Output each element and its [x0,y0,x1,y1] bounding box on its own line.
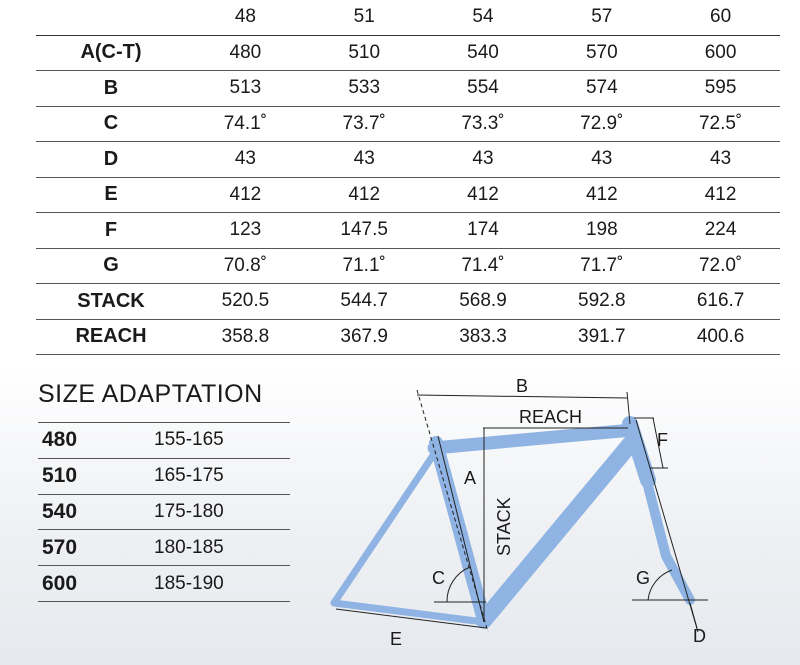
size-header: 48 [234,6,256,28]
table-cell: 147.5 [340,219,388,241]
label-e: E [390,629,403,649]
label-f: F [657,430,668,450]
table-cell: 71.1˚ [342,254,386,276]
table-cell: 616.7 [696,290,745,312]
table-cell: 72.9˚ [580,112,624,134]
row-label: STACK [77,289,145,312]
table-cell: 544.7 [340,290,388,312]
height-range: 185-190 [154,572,224,594]
table-cell: 198 [585,219,618,241]
label-stack: STACK [494,497,514,556]
label-reach: REACH [519,407,583,427]
size-header: 54 [472,6,494,28]
chain-stay [334,603,484,622]
table-cell: 412 [467,183,499,205]
table-cell: 568.9 [459,290,507,312]
table-cell: 533 [348,77,381,99]
g-angle-arc [648,570,672,600]
table-cell: 600 [704,41,737,63]
height-range: 175-180 [154,500,224,522]
label-c: C [432,568,445,588]
table-cell: 570 [585,41,618,63]
table-cell: 595 [704,77,737,99]
row-label: REACH [75,325,147,348]
size-value: 570 [42,535,78,559]
table-cell: 480 [229,41,262,63]
size-value: 480 [42,428,78,452]
table-cell: 400.6 [696,325,745,347]
height-range: 180-185 [154,536,224,558]
d-leader-line [690,603,697,628]
size-header: 51 [353,6,375,28]
table-cell: 174 [467,219,499,241]
row-label: B [103,76,119,99]
table-cell: 520.5 [221,290,270,312]
table-cell: 367.9 [340,325,388,347]
size-value: 540 [42,499,78,523]
table-cell: 412 [704,183,737,205]
table-cell: 123 [229,219,262,241]
top-tube [434,430,632,448]
table-cell: 554 [467,77,499,99]
label-b: B [516,376,529,396]
c-tube-line [438,436,484,622]
size-adaptation-title: SIZE ADAPTATION [38,380,263,408]
row-label: F [104,218,118,241]
table-cell: 540 [467,41,499,63]
table-cell: 43 [472,148,494,170]
size-header: 60 [710,6,732,28]
table-cell: 43 [591,148,613,170]
table-cell: 412 [348,183,381,205]
table-cell: 71.7˚ [580,254,624,276]
table-cell: 510 [348,41,381,63]
table-cell: 224 [704,219,737,241]
size-header: 57 [591,6,613,28]
table-cell: 43 [234,148,256,170]
seat-stay [334,448,438,603]
label-a: A [464,468,477,488]
table-cell: 73.7˚ [342,112,386,134]
table-cell: 358.8 [221,325,270,347]
table-cell: 72.0˚ [698,254,743,276]
table-cell: 71.4˚ [461,254,505,276]
height-range: 155-165 [154,429,224,451]
size-value: 600 [42,571,78,595]
table-cell: 412 [229,183,262,205]
table-cell: 43 [353,148,375,170]
row-label: C [103,112,119,135]
row-label: A(C-T) [80,41,142,64]
table-cell: 73.3˚ [461,112,505,134]
table-cell: 43 [710,148,732,170]
table-cell: 574 [585,77,618,99]
table-cell: 383.3 [459,325,507,347]
table-cell: 513 [229,77,262,99]
height-range: 165-175 [154,465,224,487]
table-cell: 592.8 [578,290,626,312]
label-g: G [636,568,651,588]
table-cell: 412 [585,183,618,205]
table-cell: 72.5˚ [698,112,743,134]
table-cell: 70.8˚ [223,254,268,276]
label-d: D [693,626,706,646]
row-label: D [103,147,119,170]
table-cell: 74.1˚ [223,112,268,134]
row-label: G [103,254,119,277]
row-label: E [104,183,118,206]
table-cell: 391.7 [578,325,626,347]
size-value: 510 [42,464,78,488]
